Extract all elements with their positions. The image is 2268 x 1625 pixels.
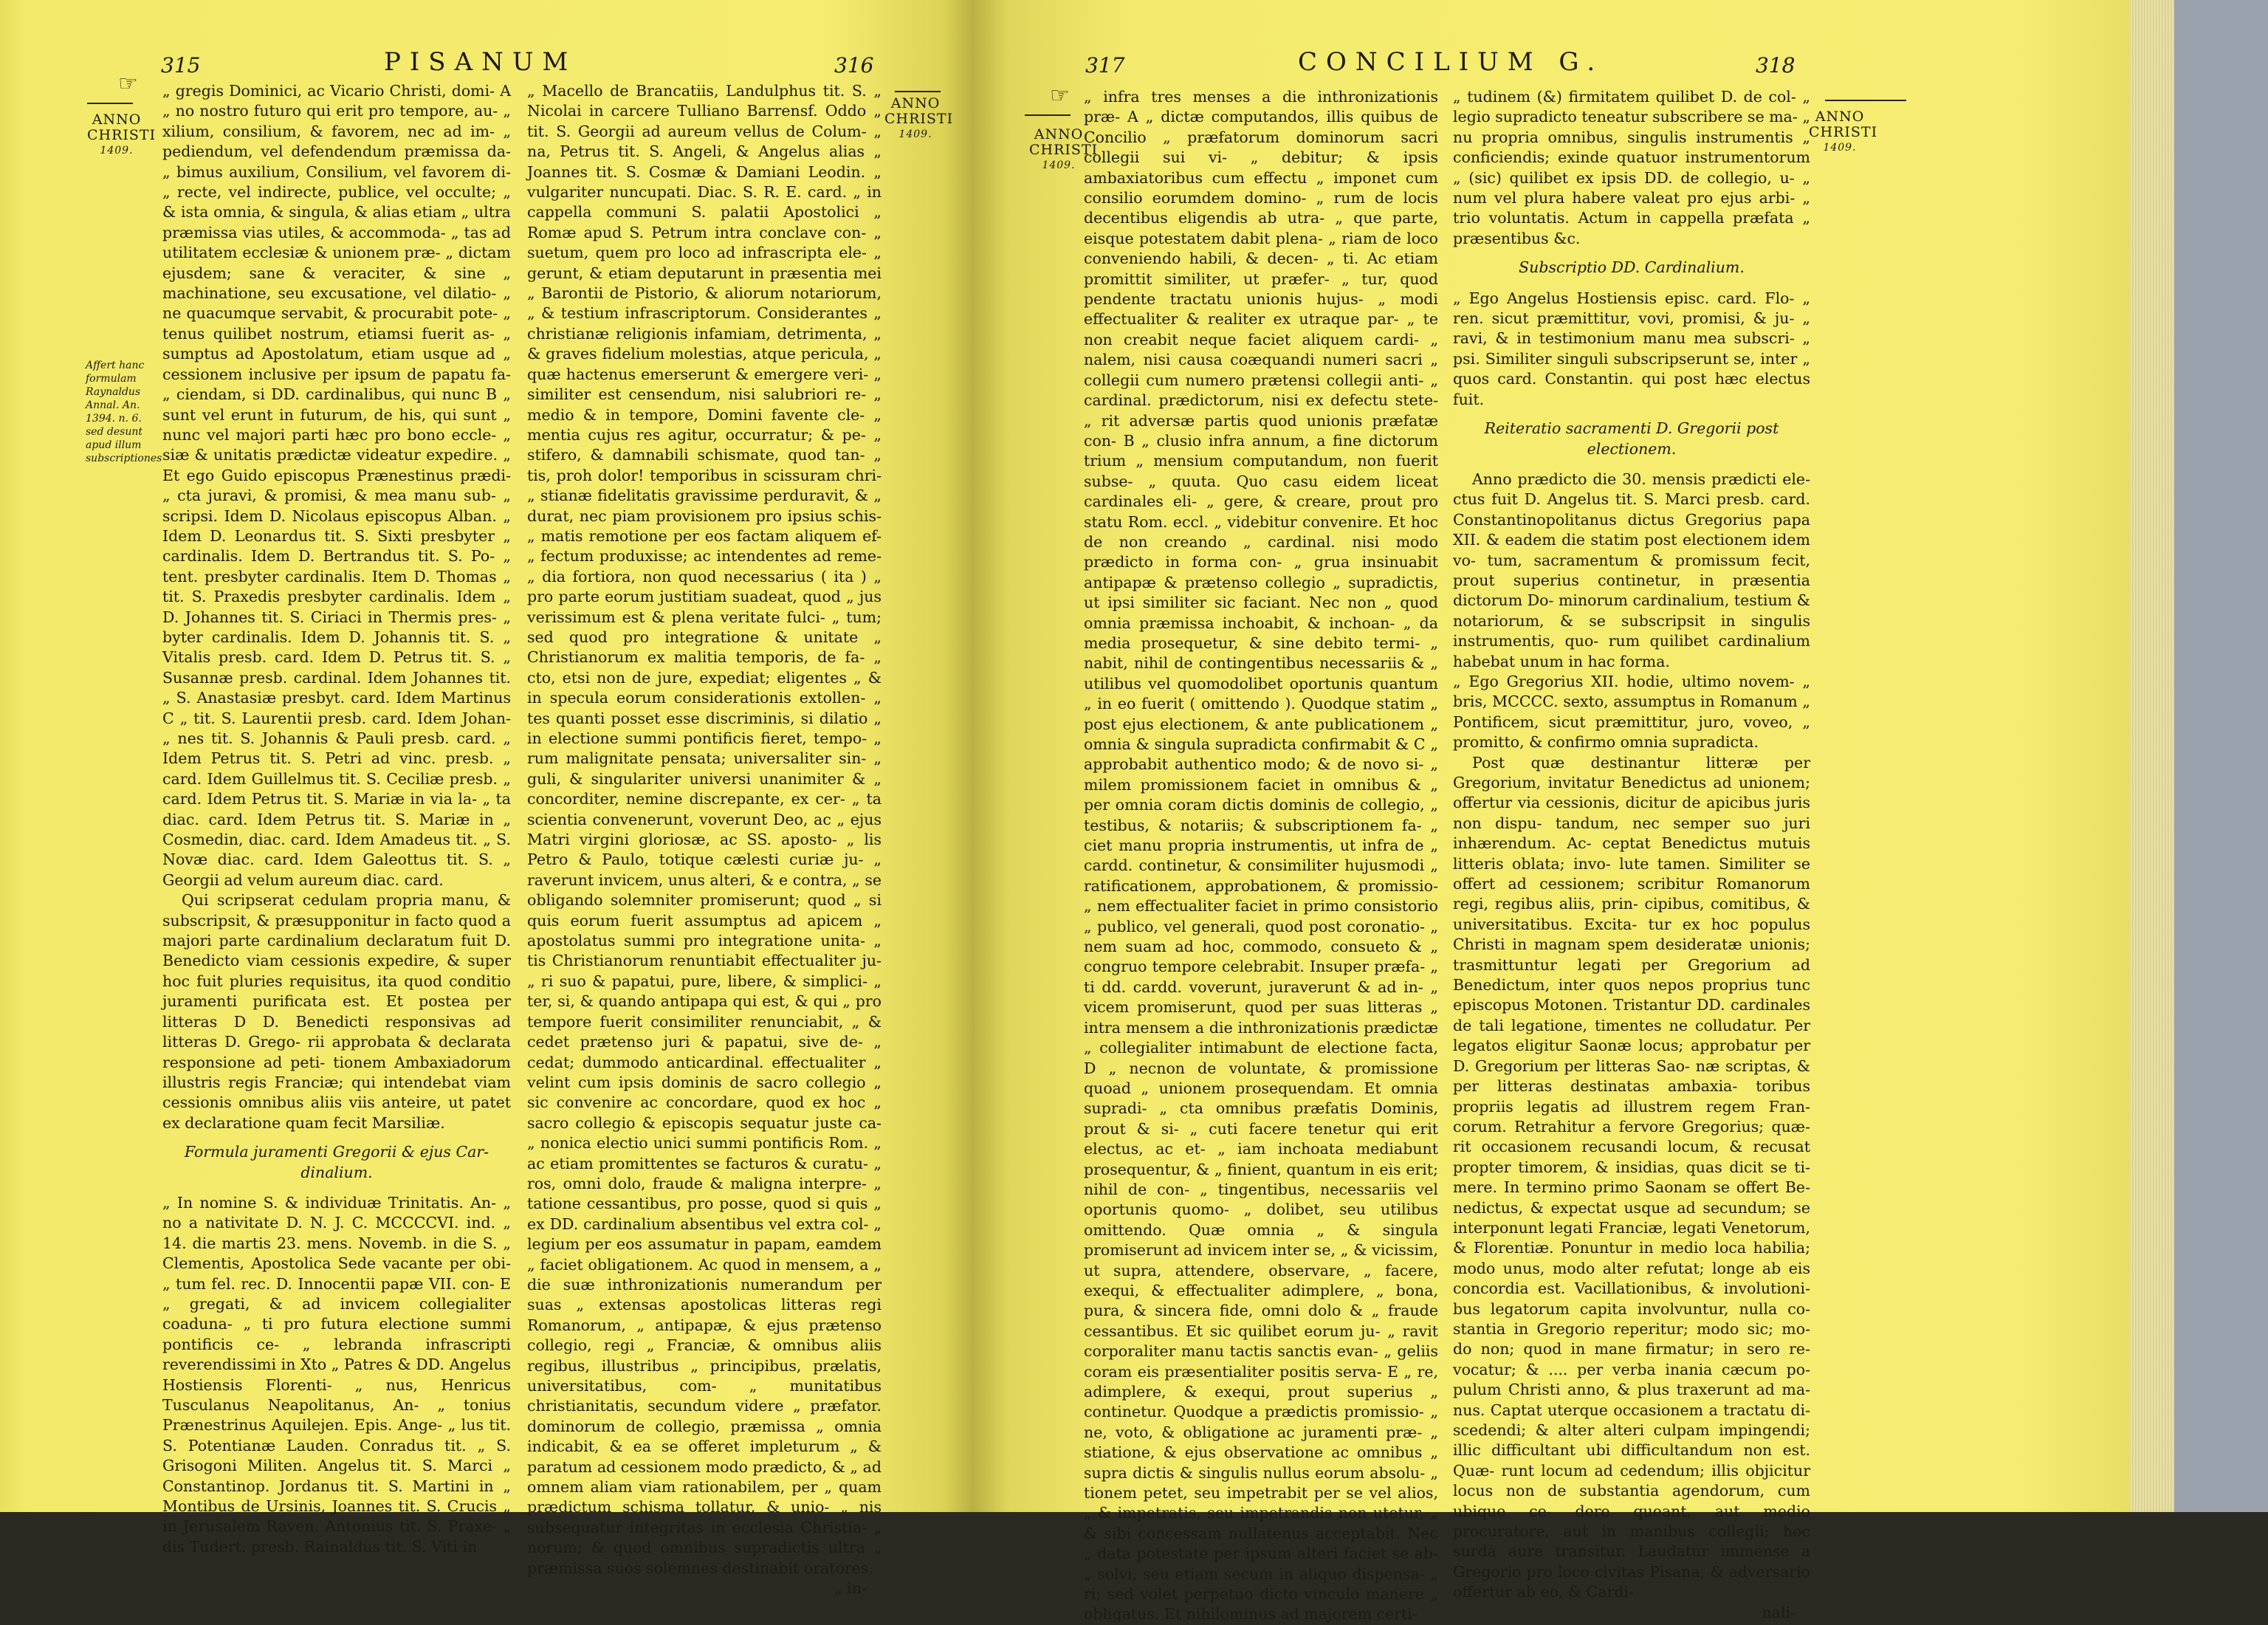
paragraph: „ In nomine S. & individuæ Trinitatis. An- „ no a nativitate D. N. J. C. MCCCCVI. ind. „ 14. die martis 23. mens. Novemb. in die S. „ Clementis, Apostolica Sede vacante per obi- „ tum fel. rec. D. Innocentii papæ VII. con- E „ gregati, & ad invicem collegialiter coaduna- „ ti pro futura electione summi pontificis ce- „ lebranda infrascripti reverendissimi in Xto „ Patres & DD. Angelus Hostiensis Florenti- „ nus, Henricus Tusculanus Neapolitanus, An- „ tonius Prænestrinus Aquilejen. Epis. Ange- „ lus tit. S. Potentianæ Lauden. Conradus tit. „ S. Grisogoni Militen. Angelus tit. S. Marci „ Constantinop. Jordanus tit. S. Martini in „ Montibus de Ursinis, Joannes tit. S. Crucis „ in Jerusalem Raven. Antonius tit. S. Praxe- „ dis Tudert. presb. Rainaldus tit. S. Viti in [162, 1193, 511, 1556]
text-column-2 [527, 81, 882, 1598]
section-heading: Formula juramenti Gregorii & ejus Car- dinalium. [184, 1143, 489, 1181]
page-number: 317 [1085, 53, 1125, 78]
pointing-hand-icon: ☞ [1050, 83, 1070, 109]
anno-year: 1409. [898, 128, 932, 140]
margin-rule [1025, 114, 1071, 116]
anno-year: 1409. [1823, 142, 1857, 154]
page-number: 318 [1756, 53, 1796, 78]
paragraph: Anno prædicto die 30. mensis prædicti ele- ctus fuit D. Angelus tit. S. Marci presb. card. Constantinopolitanus dictus Gregorius papa XII. & eadem die statim post electionem idem vo- tum, sacramentum & promissum fecit, prout superius continetur, in præsentia dictorum Do- minorum cardinalium, testium & notariorum, & se subscripsit in singulis instrumentis, quo- rum quilibet cardinalium habebat unum in hac forma. [1453, 470, 1810, 670]
paragraph: „ Ego Gregorius XII. hodie, ultimo novem- „ bris, MCCCC. sexto, assumptus in Romanum „ Pontificem, sicut præmittitur, juro, voveo, „ promitto, & confirmo omnia supradicta. [1453, 672, 1810, 752]
margin-rule [1825, 100, 1906, 101]
page-number: 316 [834, 53, 874, 78]
right-page [973, 0, 2130, 1624]
paragraph: „ gregis Dominici, ac Vicario Christi, domi- A „ no nostro futuro qui erit pro tempore, au- „ xilium, consilium, & favorem, nec ad im- „ pediendum, vel defendendum præmissa da- „ bimus auxilium, Consilium, vel favorem di- „ recte, vel indirecte, publice, vel occulte; „ & ista omnia, & singula, & alias etiam „ ultra præmissa vias utiles, & accommoda- „ tas ad utilitatem ecclesiæ & unionem præ- „ dictam ejusdem; sane & veraciter, & sine „ machinatione, seu excusatione, vel dilatio- „ ne quacumque servabit, & procurabit pote- „ tenus quilibet nostrum, etiamsi fuerit as- „ sumptus ad Apostolatum, etiam usque ad „ cessionem inclusive per ipsum de papatu fa- „ ciendam, si DD. cardinalibus, qui nunc B „ sunt vel erunt in futurum, de his, qui sunt „ nunc vel majori parti hæc pro bono eccle- „ siæ & unitatis prædictæ videatur expedire. „ Et ego Guido episcopus Prænestinus prædi- „ cta juravi, & promisi, & mea manu sub- „ scripsi. Idem D. Nicolaus episcopus Alban. „ Idem D. Leonardus tit. S. Sixti presbyter „ cardinalis. Idem D. Bertrandus tit. S. Po- „ tent. presbyter cardinalis. Item D. Thomas „ tit. S. Praxedis presbyter cardinalis. Idem „ D. Johannes tit. S. Ciriaci in Thermis pres- „ byter cardinalis. Idem D. Johannis tit. S. „ Vitalis presb. card. Idem D. Petrus tit. S. „ Susannæ presb. cardinal. Idem Johannes tit. „ S. Anastasiæ presbyt. card. Idem Martinus C „ tit. S. Laurentii presb. card. Idem Johan- „ nes tit. S. Johannis & Pauli presb. card. „ Idem Petrus tit. S. Petri ad vinc. presb. „ card. Idem Guillelmus tit. S. Ceciliæ presb. „ card. Idem Petrus tit. S. Mariæ in via la- „ ta diac. card. Idem Petrus tit. S. Mariæ in „ Cosmedin, diac. card. Idem Amadeus tit. „ S. Novæ diac. card. Idem Galeottus tit. S. „ Georgii ad velum aureum diac. card. [162, 82, 511, 889]
paragraph: Qui scripserat cedulam propria manu, & subscripsit, & præsupponitur in facto quod a majori parte cardinalium declaratum fuit D. Benedicto viam cessionis expedire, & super hoc fuit pluries requisitus, ita quod conditio juramenti purificata est. Et postea per litteras D D. Benedicti responsivas ad litteras D. Grego- rii approbata & declarata responsione ad peti- tionem Ambaxiadorum illustris regis Franciæ; qui intendebat viam cessionis omnibus aliis viis anteire, ut patet ex declaratione quam fecit Marsiliæ. [162, 891, 511, 1132]
margin-rule [87, 103, 133, 104]
paragraph: „ Macello de Brancatiis, Landulphus tit. S. „ Nicolai in carcere Tulliano Barrensf. Oddo „ tit. S. Georgii ad aureum vellus de Colum- „ na, Petrus tit. S. Angeli, & Angelus alias „ Joannes tit. S. Cosmæ & Damiani Leodin. „ vulgariter nuncupati. Diac. S. R. E. card. „ in cappella communi S. palatii Apostolici „ Romæ apud S. Petrum intra conclave con- „ suetum, quem pro loco ad infrascripta ele- „ gerunt, & etiam deputarunt in præsentia mei „ Barontii de Pistorio, & aliorum notariorum, „ & testium infrascriptorum. Considerantes „ christianæ religionis infamiam, detrimenta, „ & graves fidelium molestias, atque pericula, „ quæ hactenus emerserunt & emergere veri- „ similiter est censendum, nisi salubriori re- „ medio & in tempore, Domini favente cle- „ mentia cujus res agitur, occurratur; & pe- „ stifero, & damnabili schismate, quod tan- „ tis, proh dolor! temporibus in scissuram chri- „ stianæ fidelitatis gravissime perduravit, & „ durat, nec piam provisionem pro ipsius schis- „ matis remotione per eos factam aliquem ef- „ fectum produxisse; ac intendentes ad reme- „ dia fortiora, non quod necessarius ( ita ) „ pro parte eorum justitiam suadeat, quod „ jus verissimum est & plena veritate fulci- „ tum; sed quod pro integratione & unitate „ Christianorum ex malitia temporis, de fa- „ cto, etsi non de jure, expediat; eligentes „ & in specula eorum considerationis extollen- „ tes quanti posset esse discriminis, si dilatio „ in electione summi pontificis fieret, tempo- „ rum malignitate pensata; universaliter sin- „ guli, & singulariter universi unanimiter & „ concorditer, nemine discrepante, ex cer- „ ta scientia convenerunt, voverunt Deo, ac „ ejus Matri virgini gloriosæ, ac SS. aposto- „ lis Petro & Paulo, totique cælesti curiæ ju- „ raverunt invicem, unus alteri, & e contra, „ se obligando solemniter promiserunt; quod „ si quis eorum fuerit assumptus ad apicem „ apostolatus summi pro integratione unita- „ tis Christianorum renuntiabit effectualiter ju- „ ri suo & papatui, pure, libere, & simplici- „ ter, si, & quando antipapa qui est, & qui „ pro tempore fuerit consimiliter renunciabit, „ & cedet prætenso juri & papatui, sive de- „ cedat; dummodo anticardinal. effectualiter „ velint cum ipsis dominis de sacro collegio „ sic convenire ac concordare, quod ex hoc „ sacro collegio & episcopis sequatur juste ca- „ nonica electio unici summi pontificis Rom. „ ac etiam promittentes se facturos & curatu- „ ros, omni dolo, fraude & maligna interpre- „ tatione cessantibus, pro posse, quod si quis „ ex DD. cardinalium absentibus vel extra col- „ legium per eos assumatur in papam, eamdem „ faciet obligationem. Ac quod in mensem, a „ die suæ inthronizationis numerandum per suas „ extensas apostolicas litteras regi Romanorum, „ antipapæ, & ejus prætenso collegio, regi „ Franciæ, & omnibus aliis regibus, illustribus „ principibus, prælatis, universitatibus, com- „ munitatibus christianitatis, secundum videre „ præfator. dominorum de collegio, præmissa „ omnia indicabit, & ea se offeret impleturum „ & paratum ad cessionem modo prædicto, & „ ad omnem aliam viam rationabilem, per „ quam prædictum schisma tollatur, & unio- „ nis subsequatur integritas in ecclesia Christia- „ norum; & quod omnibus supradictis ultra „ præmissa suos solemnes destinabit oratores, [527, 82, 882, 1577]
anno-christi-label [87, 111, 157, 159]
margin-rule [895, 91, 941, 92]
running-header: CONCILIUM G. [1298, 47, 1604, 77]
paragraph: „ infra tres menses a die inthronizationis præ- A „ dictæ computandos, illis quibus de Concilio „ præfatorum dominorum sacri collegii sui vi- „ debitur; & ipsis ambaxiatoribus cum effectu „ imponet cum consilio eorumdem domino- „ rum de locis decentibus eligendis ab utra- „ que parte, eisque potestatem dabit plena- „ riam de loco conveniendo habili, & decen- „ ti. Ac etiam promittit similiter, ut præfer- „ tur, quod pendente tractatu unionis hujus- „ modi effectualiter & realiter ex utraque par- „ te non creabit neque faciet aliquem cardi- „ nalem, nisi causa coæquandi numeri sacri „ collegii cum numero prætensi collegii anti- „ cardinal. prædictorum, nisi ex defectu stete- „ rit adversæ partis quod unionis præfatæ con- B „ clusio infra annum, a fine dictorum trium „ mensium computandum, non fuerit subse- „ quuta. Quo casu eidem liceat cardinales eli- „ gere, & creare, prout pro statu Rom. eccl. „ videbitur convenire. Et hoc de non creando „ cardinal. nisi modo prædicto in forma con- „ grua insinuabit antipapæ & prætenso collegio „ supradictis, ut ipsi similiter sic faciant. Nec non „ quod omnia præmissa inchoabit, & inchoan- „ da media prosequetur, & sine debito termi- „ nabit, nihil de contingentibus necessariis & „ utilibus vel quomodolibet oportunis quantum „ in eo fuerit ( omittendo ). Quodque statim „ post ejus electionem, & ante publicationem „ omnia & singula supradicta confirmabit & C „ approbabit authentico modo; & de novo si- „ milem promissionem faciet in omnibus & „ per omnia coram dictis dominis de collegio, „ testibus, & notariis; & subscriptionem fa- „ ciet manu propria instrumentis, ut infra de „ cardd. continetur, & consimiliter hujusmodi „ ratificationem, approbationem, & promissio- „ nem effectualiter faciet in primo consistorio „ publico, vel generali, quod post coronatio- „ nem suam ad hoc, commodo, consueto & „ congruo tempore celebrabit. Insuper præfa- „ ti dd. cardd. voverunt, juraverunt & ad in- „ vicem promiserunt, quod per suas litteras „ intra mensem a die inthronizationis prædictæ „ collegialiter intimabunt de electione facta, D „ necnon de voluntate, & promissione quoad „ unionem prosequendam. Et omnia supradi- „ cta omnibus præfatis Dominis, prout & si- „ cuti facere tenetur qui erit electus, ac et- „ iam inchoata mediabunt prosequentur, & „ finient, quantum in eis erit; nihil de con- „ tingentibus, necessariis vel oportunis quomo- „ dolibet, seu utilibus omittendo. Quæ omnia „ & singula promiserunt ad invicem inter se, „ & vicissim, ut supra, attendere, observare, „ facere, exequi, & effectualiter adimplere, „ bona, pura, & sincera fide, omni dolo & „ fraude cessantibus. Et sic quilibet eorum ju- „ ravit corporaliter manu tactis sanctis evan- „ geliis coram eis præsentialiter positis serva- E „ re, adimplere, & exequi, prout superius „ continetur. Quodque a prædictis promissio- „ ne, voto, & obligatione ac juramenti præ- „ stiatione, & ejus observatione ac omnibus „ supra dictis & singulis nullus eorum absolu- „ tionem petet, seu impetrabit per se vel alios, „ & impetratis, seu impetrandis non utetur, „ & sibi concessam nullatenus acceptabit. Nec „ data potestate per ipsum alteri faciet se ab- „ solvi, seu etiam secum in aliquo dispensa- „ ri; sed volet perpetuo dicto vinculo manere „ obligatus. Et nihilominus ad majorem certi- [1084, 88, 1438, 1624]
text-column-1 [1084, 87, 1438, 1625]
anno-christi-label [884, 95, 954, 142]
running-header: PISANUM [384, 47, 577, 77]
background-cloth [2174, 0, 2268, 1512]
text-column-2 [1453, 87, 1810, 1623]
page-number: 315 [161, 53, 201, 78]
anno-christi-label [1809, 109, 1878, 156]
anno-label: ANNO CHRISTI [1029, 126, 1099, 158]
section-heading: Reiteratio sacramenti D. Gregorii post electionem. [1484, 419, 1779, 458]
anno-christi-label [1029, 126, 1099, 174]
page-edges [2130, 0, 2174, 1512]
anno-year: 1409. [100, 145, 134, 157]
margin-note: Affert hanc formulam Raynaldus Annal. An. 1394. n. 6. sed desunt apud illum subscriptiones [86, 360, 162, 464]
anno-year: 1409. [1042, 159, 1076, 171]
text-column-1 [162, 81, 511, 1557]
catchword: nali- [1762, 1603, 1796, 1621]
anno-label: ANNO CHRISTI [1809, 109, 1878, 140]
catchword: „ in- [834, 1579, 867, 1598]
paragraph: „ tudinem (&) firmitatem quilibet D. de col- „ legio supradicto teneatur subscribere se ma- „ nu propria omnibus, singulis instrumentis „ conficiendis; exinde quatuor instrumentorum „ (sic) quilibet ex ipsis DD. de collegio, u- „ num vel plura habere valeat pro ejus arbi- „ trio voluntatis. Actum in cappella præfata „ præsentibus &c. [1453, 88, 1810, 247]
anno-label: ANNO CHRISTI [884, 95, 954, 127]
section-heading: Subscriptio DD. Cardinalium. [1519, 258, 1745, 277]
anno-label: ANNO CHRISTI [87, 111, 157, 143]
left-page [0, 0, 973, 1598]
paragraph: „ Ego Angelus Hostiensis episc. card. Flo- „ ren. sicut præmittitur, vovi, promisi, & ju- „ ravi, & in testimonium manu mea subscri- „ psi. Similiter singuli subscripserunt se, inter „ quos card. Constantin. qui post hæc electus fuit. [1453, 289, 1810, 408]
paragraph: Post quæ destinantur litteræ per Gregorium, invitatur Benedictus ad unionem; offertur via cessionis, dicitur de apicibus juris non dispu- tandum, nec semper suo juri inhærendum. Ac- ceptat Benedictus mutuis litteris oblata; invo- lute tamen. Similiter se offert ad cessionem; scribitur Romanorum regi, regibus aliis, prin- cipibus, comitibus, & universitatibus. Excita- tur ex hoc populus Christi in magnam spem desideratæ unionis; trasmittuntur legati per Gregorium ad Benedictum, inter quos nepos proprius tunc episcopus Motonen. Tristantur DD. cardinales de tali legatione, timentes ne colludatur. Per legatos eligitur Saonæ locus; approbatur per D. Gregorium per litteras Sao- næ scriptas, & per litteras destinatas ambaxia- toribus propriis legatis ad illustrem regem Fran- corum. Retrahitur a fervore Gregorius; quæ- rit occasionem recusandi locum, & recusat propter timorem, & insidias, quas dicit se ti- mere. In termino primo Saonam se offert Be- nedictus, & expectat usque ad secundum; se interponunt legati Franciæ, legati Venetorum, & Florentiæ. Ponuntur in medio loca habilia; modo unus, modo alter refutat; longe ab eis concordia est. Vacillationibus, & involutioni- bus legatorum capita involvuntur, nulla co- stantia in Gregorio reperitur; modo sic; mo- do non; quod in mane firmatur; in sero re- vocatur; & .... per verba inania cæcum po- pulum Christi anno, & plus traxerunt ad ma- nus. Captat uterque occasionem a tractatu di- scedendi; & alter alteri culpam impingendi; illic difficultant ubi difficultandum non est. Quæ- runt locum ad cedendum; illis objicitur locus non de substantia agendorum, cum ubique ce- dere queant, aut medio procuratore, aut in manibus collegii; hoc surda aure transitur. Laudatur immense a Gregorio pro loco civitas Pisana, & adversario offertur ab eo, & Cardi- [1453, 753, 1810, 1601]
pointing-hand-icon: ☞ [118, 71, 138, 97]
